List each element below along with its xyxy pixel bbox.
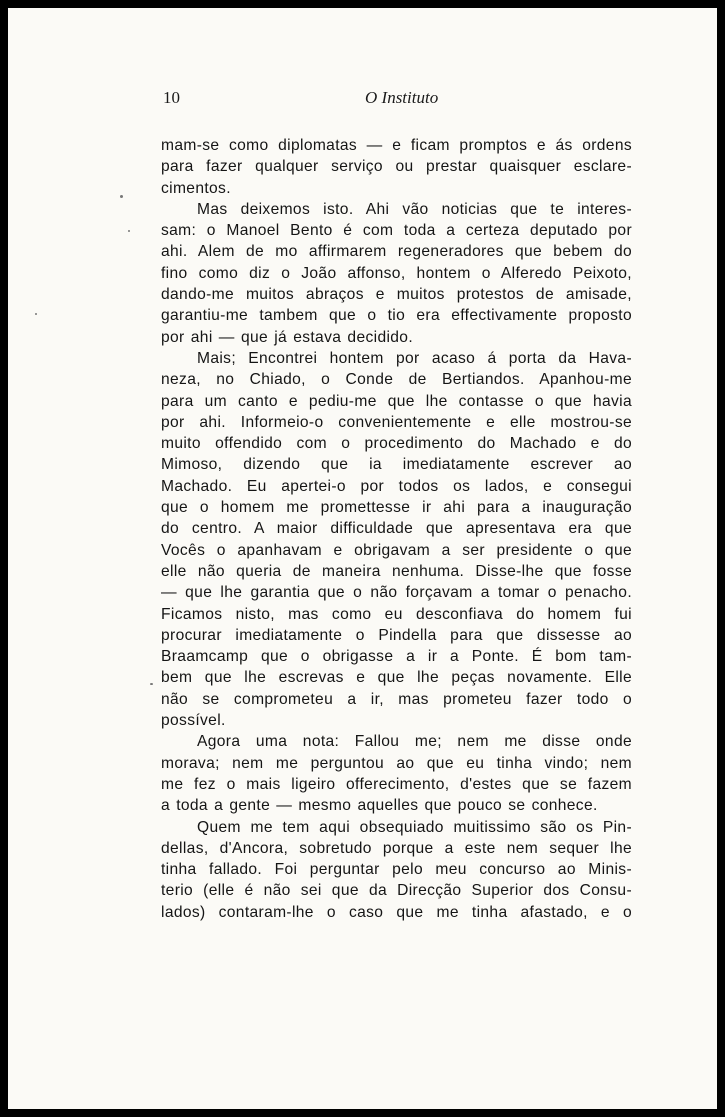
text-line: Agora uma nota: Fallou me; nem me disse onde	[197, 733, 632, 751]
text-line: que o homem me promettesse ir ahi para a inauguração	[161, 499, 632, 517]
paper-speck	[128, 230, 130, 232]
text-line: fino como diz o João affonso, hontem o Alferedo Peixoto,	[161, 264, 632, 282]
running-title: O Instituto	[365, 88, 439, 107]
text-line: possível.	[161, 712, 226, 730]
text-line: sam: o Manoel Bento é com toda a certeza deputado por	[161, 222, 632, 240]
text-line: por ahi — que já estava decidido.	[161, 328, 414, 346]
text-line: por ahi. Informeio-o convenientemente e elle mostrou-se	[161, 413, 632, 431]
text-line: Quem me tem aqui obsequiado muitissimo são os Pin-	[197, 818, 632, 836]
text-line: para um canto e pediu-me que lhe contasse o que havia	[161, 392, 632, 410]
text-line: tinha fallado. Foi perguntar pelo meu concurso ao Minis-	[161, 861, 632, 879]
page-number: 10	[163, 88, 180, 107]
text-line: bem que lhe escrevas e que lhe peças novamente. Elle	[161, 669, 632, 687]
text-line: não se comprometeu a ir, mas prometeu fazer todo o	[161, 690, 632, 708]
text-line: — que lhe garantia que o não forçavam a tomar o penacho.	[161, 584, 632, 602]
text-line: mam-se como diplomatas — e ficam promptos e ás ordens	[161, 137, 632, 154]
text-line: Braamcamp que o obrigasse a ir a Ponte. É bom tam-	[161, 648, 632, 666]
paper-speck	[120, 195, 123, 198]
text-line: morava; nem me perguntou ao que eu tinha vindo; nem	[161, 754, 632, 772]
text-line: dando-me muitos abraços e muitos protestos de amisade,	[161, 286, 632, 304]
text-line: Machado. Eu apertei-o por todos os lados, e consegui	[161, 477, 632, 495]
text-line: Mais; Encontrei hontem por acaso á porta da Hava-	[197, 349, 632, 367]
paper-speck	[35, 313, 37, 315]
text-line: cimentos.	[161, 179, 231, 197]
text-line: ahi. Alem de mo affirmarem regeneradores que bebem do	[161, 243, 632, 261]
text-line: terio (elle é não sei que da Direcção Superior dos Consu-	[161, 882, 632, 900]
text-line: elle não queria de maneira nenhuma. Disse-lhe que fosse	[161, 562, 632, 580]
body-text	[161, 135, 632, 923]
paper-speck	[150, 683, 153, 685]
text-line: Vocês o apanhavam e obrigavam a ser presidente o que	[161, 541, 632, 559]
text-line: Mimoso, dizendo que ia imediatamente escrever ao	[161, 456, 632, 474]
text-line: Ficamos nisto, mas como eu desconfiava do homem fui	[161, 605, 632, 623]
text-line: garantiu-me tambem que o tio era effectivamente proposto	[161, 307, 632, 325]
text-line: Mas deixemos isto. Ahi vão noticias que te interes-	[197, 200, 632, 218]
text-line: neza, no Chiado, o Conde de Bertiandos. Apanhou-me	[161, 371, 632, 389]
text-line: para fazer qualquer serviço ou prestar quaisquer esclare-	[161, 158, 632, 176]
text-line: me fez o mais ligeiro offerecimento, d'estes que se fazem	[161, 775, 632, 793]
text-line: procurar imediatamente o Pindella para que dissesse ao	[161, 626, 632, 644]
text-line: lados) contaram-lhe o caso que me tinha afastado, e o	[161, 903, 632, 921]
text-line: dellas, d'Ancora, sobretudo porque a este nem sequer lhe	[161, 839, 632, 857]
book-page	[8, 8, 717, 1109]
text-line: do centro. A maior difficuldade que apresentava era que	[161, 520, 632, 538]
text-line: muito offendido com o procedimento do Machado e do	[161, 435, 632, 453]
page-header	[163, 88, 581, 112]
text-line: a toda a gente — mesmo aquelles que pouco se conhece.	[161, 797, 598, 815]
